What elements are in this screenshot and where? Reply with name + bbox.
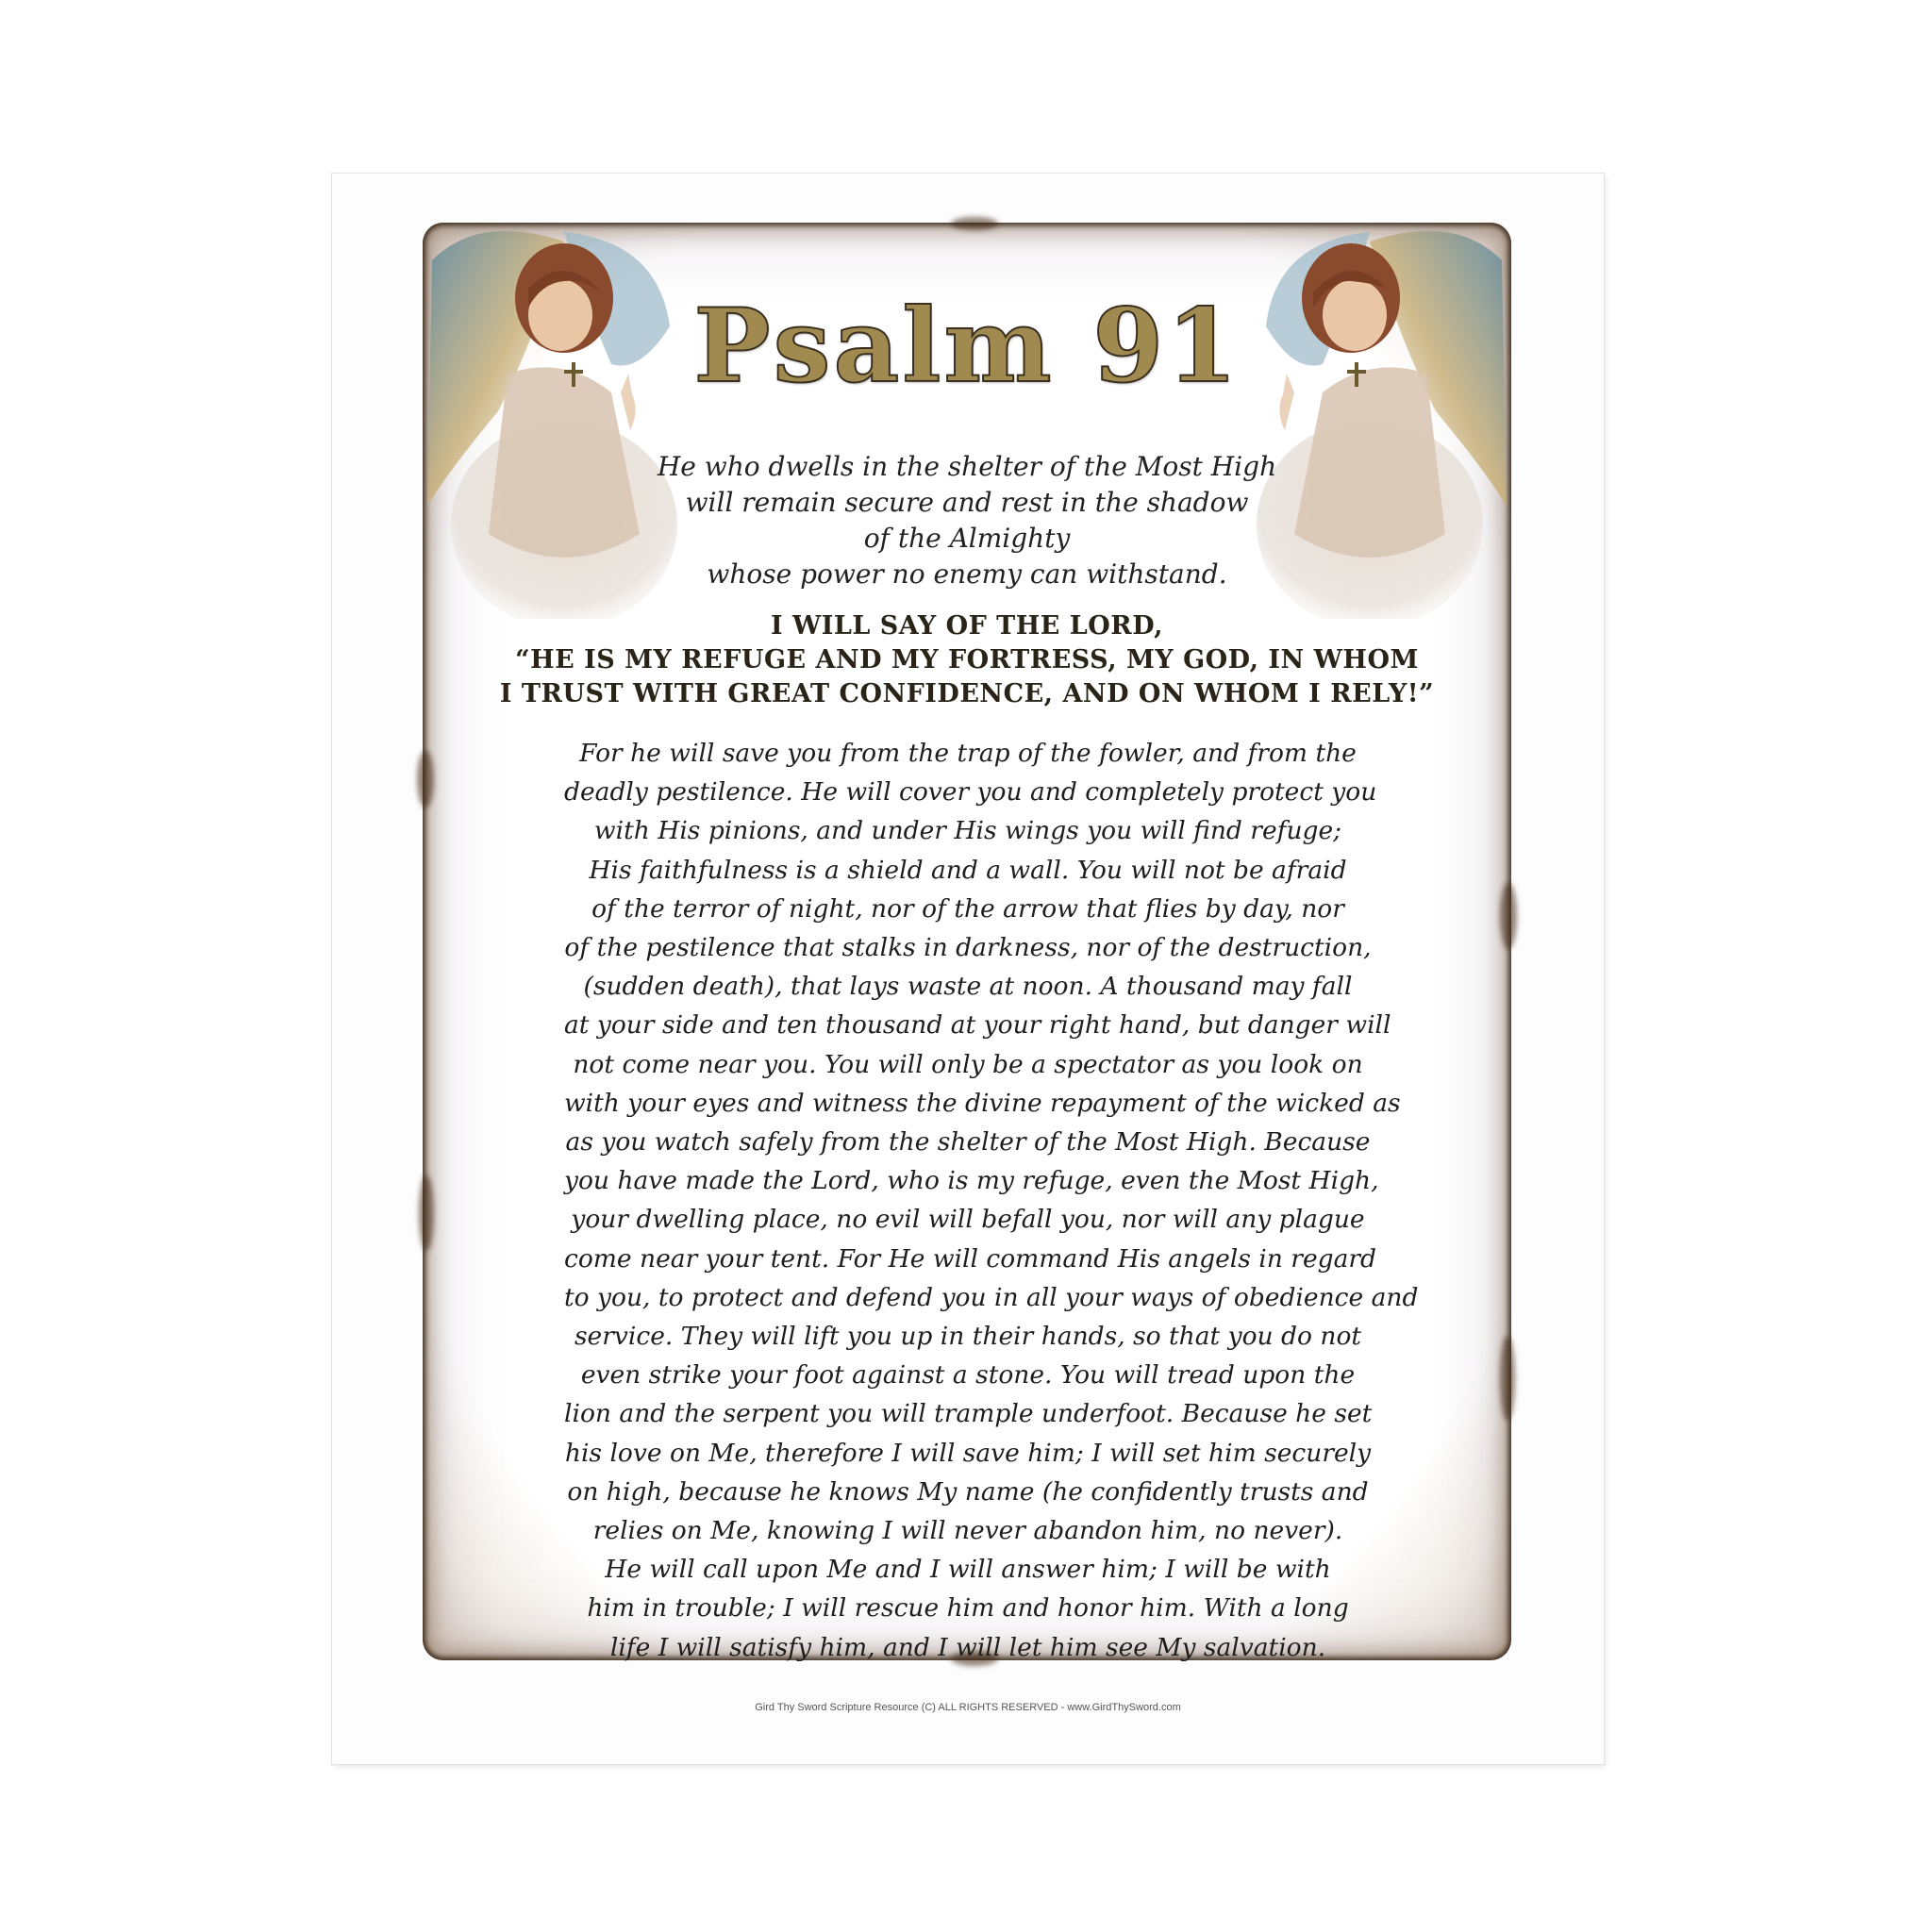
body-line: For he will save you from the trap of the fowler, and from the [579,739,1357,768]
body-line: deadly pestilence. He will cover you and completely protect you [564,777,1377,808]
body-line: come near your tent. For He will command His angels in regard [564,1243,1377,1274]
body-line: with your eyes and witness the divine repayment of the wicked as [564,1088,1401,1118]
body-line: with His pinions, and under His wings you will find refuge; [593,816,1342,846]
declaration-line: “HE IS MY REFUGE AND MY FORTRESS, MY GOD, IN WHOM [515,645,1419,675]
body-line: your dwelling place, no evil will befall you, nor will any plague [571,1205,1365,1235]
body-line: even strike your foot against a stone. You will tread upon the [580,1360,1356,1391]
body-line: of the pestilence that stalks in darkness, nor of the destruction, [564,933,1372,963]
body-line: (sudden death), that lays waste at noon. A thousand may fall [583,972,1353,1002]
body-verse [564,734,1419,1667]
declaration-verse [423,609,1511,711]
body-line: He will call upon Me and I will answer him; I will be with [605,1555,1331,1585]
body-line: life I will satisfy him, and I will let him see My salvation. [609,1632,1326,1662]
declaration-line: I TRUST WITH GREAT CONFIDENCE, AND ON WHOM I RELY!” [499,679,1435,708]
parchment-scroll [423,223,1511,1660]
intro-line: whose power no enemy can withstand. [707,558,1227,590]
declaration-line: I WILL SAY OF THE LORD, [770,611,1164,641]
intro-verse [423,449,1511,592]
canvas-print [332,174,1604,1764]
body-line: at your side and ten thousand at your right hand, but danger will [564,1010,1391,1041]
copyright-footer: Gird Thy Sword Scripture Resource (C) ALL RIGHTS RESERVED - www.GirdThySword.com [755,1702,1181,1713]
body-line: you have made the Lord, who is my refuge, even the Most High, [564,1166,1379,1196]
body-line: on high, because he knows My name (he confidently trusts and [567,1476,1369,1507]
intro-line: He who dwells in the shelter of the Most High [657,451,1277,482]
body-line: not come near you. You will only be a spectator as you look on [573,1049,1363,1079]
intro-line: will remain secure and rest in the shadow [685,487,1249,518]
body-line: His faithfulness is a shield and a wall. You will not be afraid [589,855,1347,885]
body-line: as you watch safely from the shelter of the Most High. Because [565,1127,1371,1158]
body-line: to you, to protect and defend you in all your ways of obedience and [564,1282,1419,1312]
poster-title: Psalm 91 [693,287,1241,406]
body-line: lion and the serpent you will trample underfoot. Because he set [564,1399,1373,1429]
intro-line: of the Almighty [863,523,1071,554]
body-line: his love on Me, therefore I will save him; I will set him securely [564,1438,1372,1468]
body-line: relies on Me, knowing I will never abandon him, no never). [592,1516,1343,1546]
body-line: him in trouble; I will rescue him and honor him. With a long [587,1593,1349,1624]
body-line: of the terror of night, nor of the arrow that flies by day, nor [591,893,1344,924]
body-line: service. They will lift you up in their hands, so that you do not [574,1322,1362,1352]
